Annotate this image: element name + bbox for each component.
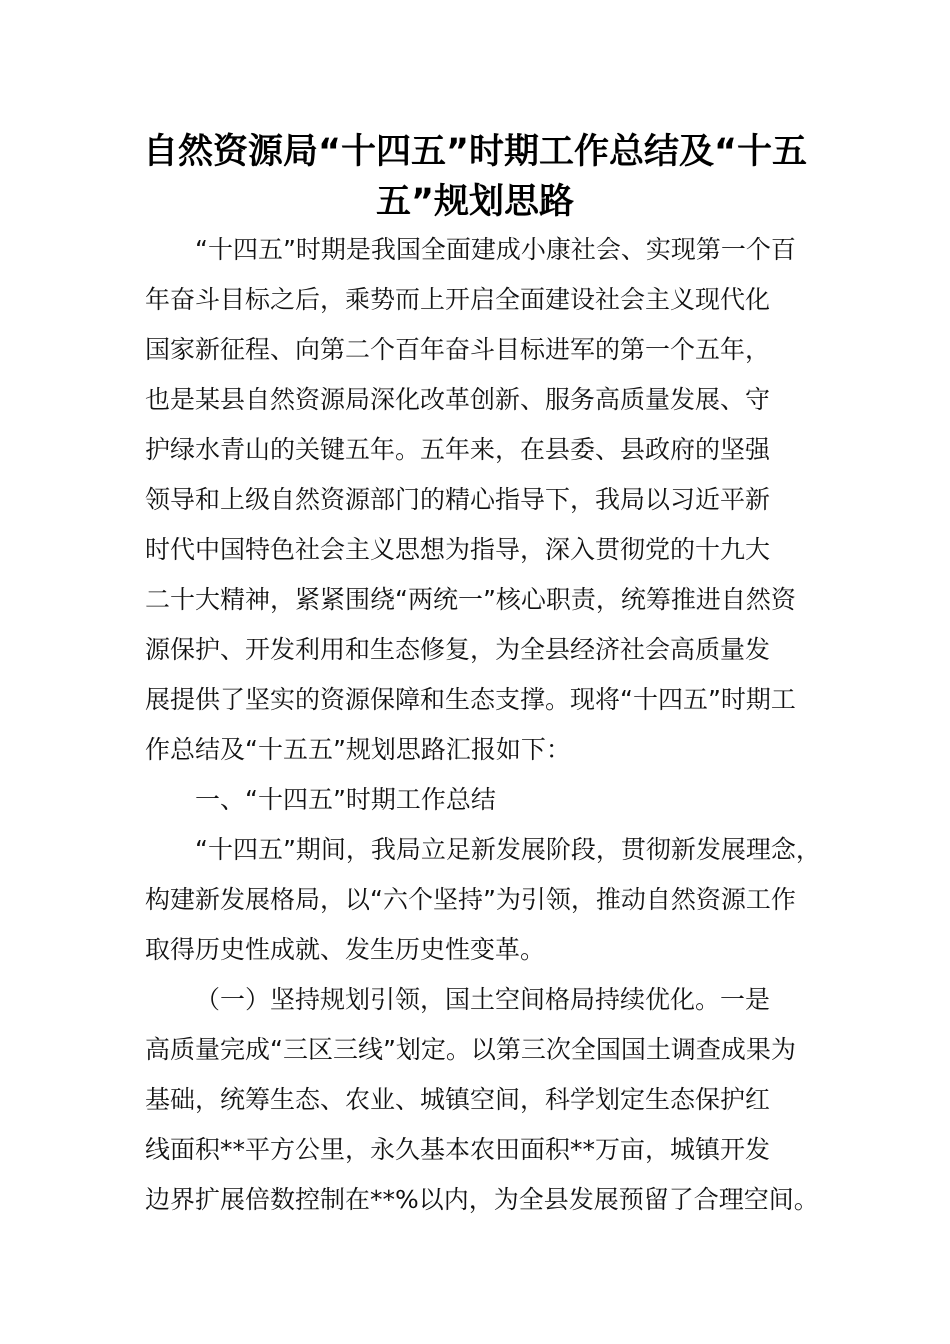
paragraph-line: 源保护、开发利用和生态修复，为全县经济社会高质量发 bbox=[145, 635, 771, 664]
section-heading: 一、“十四五”时期工作总结 bbox=[195, 785, 496, 814]
paragraph-line: 构建新发展格局，以“六个坚持”为引领，推动自然资源工作 bbox=[145, 885, 796, 914]
paragraph-line: 作总结及“十五五”规划思路汇报如下： bbox=[145, 735, 571, 764]
paragraph-line: 年奋斗目标之后，乘势而上开启全面建设社会主义现代化 bbox=[145, 285, 771, 314]
paragraph-line: 高质量完成“三区三线”划定。以第三次全国国土调查成果为 bbox=[145, 1035, 796, 1064]
paragraph-line: 线面积**平方公里，永久基本农田面积**万亩，城镇开发 bbox=[145, 1135, 771, 1164]
document-title-line-1: 自然资源局“十四五”时期工作总结及“十五 bbox=[142, 132, 807, 172]
paragraph-line: 领导和上级自然资源部门的精心指导下，我局以习近平新 bbox=[145, 485, 771, 514]
paragraph-line: 边界扩展倍数控制在**%以内，为全县发展预留了合理空间。 bbox=[145, 1185, 819, 1214]
paragraph-line: 时代中国特色社会主义思想为指导，深入贯彻党的十九大 bbox=[145, 535, 771, 564]
paragraph-line: 展提供了坚实的资源保障和生态支撑。现将“十四五”时期工 bbox=[145, 685, 796, 714]
paragraph-line: “十四五”时期是我国全面建成小康社会、实现第一个百 bbox=[195, 235, 796, 264]
paragraph-line: 二十大精神，紧紧围绕“两统一”核心职责，统筹推进自然资 bbox=[145, 585, 796, 614]
paragraph-line: “十四五”期间，我局立足新发展阶段，贯彻新发展理念， bbox=[195, 835, 821, 864]
paragraph-line: 国家新征程、向第二个百年奋斗目标进军的第一个五年， bbox=[145, 335, 771, 364]
document-title-line-2: 五”规划思路 bbox=[375, 182, 574, 222]
paragraph-line: 取得历史性成就、发生历史性变革。 bbox=[145, 935, 546, 964]
paragraph-line: 也是某县自然资源局深化改革创新、服务高质量发展、守 bbox=[145, 385, 771, 414]
paragraph-line: （一）坚持规划引领，国土空间格局持续优化。一是 bbox=[195, 985, 771, 1014]
paragraph-line: 护绿水青山的关键五年。五年来，在县委、县政府的坚强 bbox=[145, 435, 771, 464]
paragraph-line: 基础，统筹生态、农业、城镇空间，科学划定生态保护红 bbox=[145, 1085, 771, 1114]
